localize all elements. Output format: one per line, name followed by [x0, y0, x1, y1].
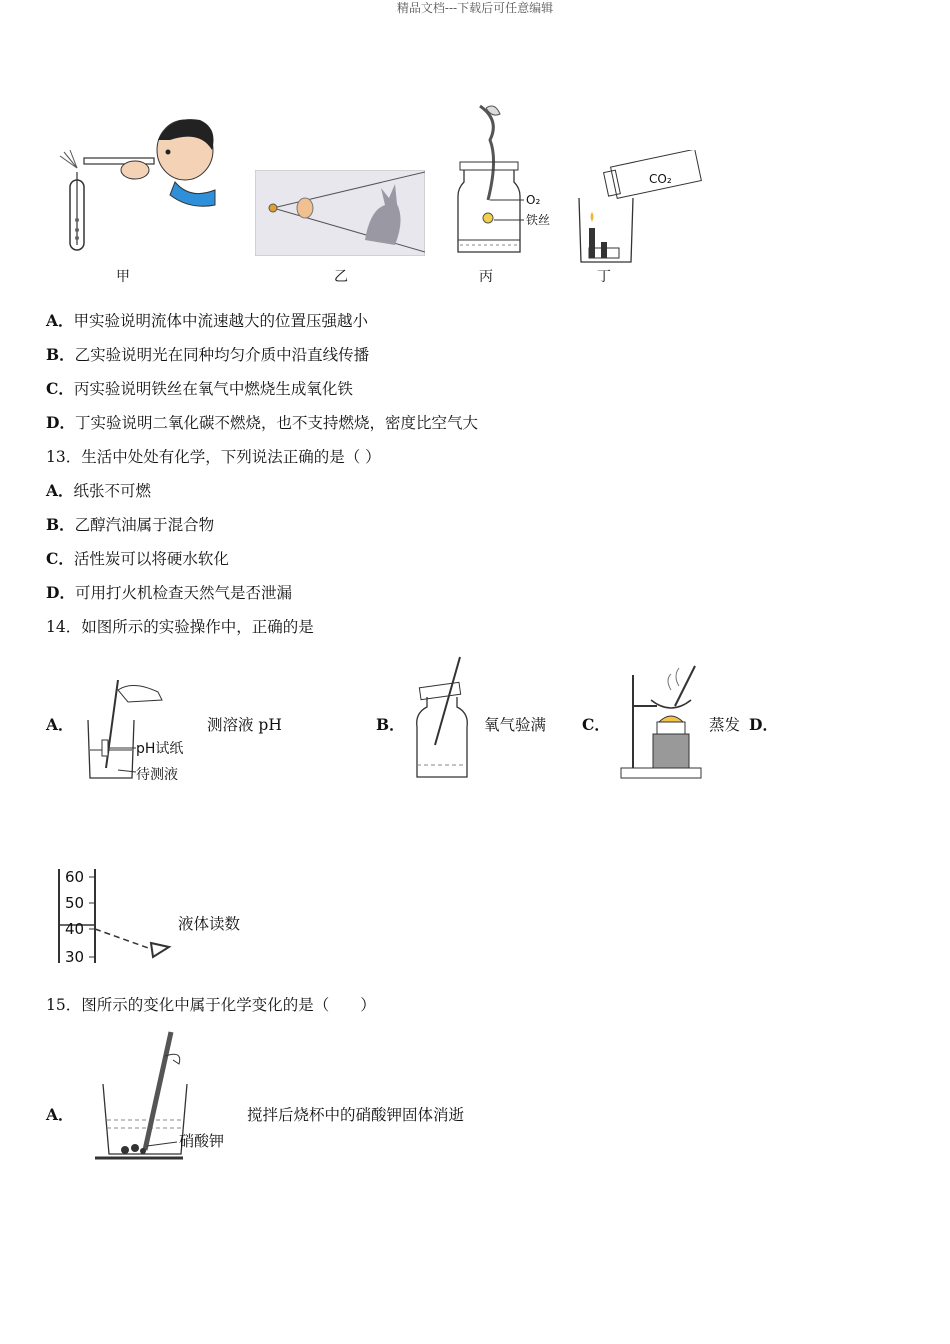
- q14-option-a-letter: A．: [46, 715, 74, 734]
- caption-yi: 乙: [334, 269, 348, 285]
- caption-bing: 丙: [479, 269, 493, 285]
- q14-option-d-letter: D．: [749, 715, 778, 734]
- figure-jia: [50, 110, 220, 260]
- caption-jia: 甲: [116, 269, 130, 285]
- tick-40: 40: [65, 920, 85, 938]
- q15-option-a-letter: A．: [46, 1105, 74, 1124]
- page-header: 精品文档---下载后可任意编辑: [396, 1, 554, 15]
- q15-stem: 15．图所示的变化中属于化学变化的是（ ）: [46, 996, 376, 1014]
- q12-option-b: B．乙实验说明光在同种均匀介质中沿直线传播: [46, 345, 370, 364]
- figure-cylinder-reading: [55, 865, 180, 970]
- label-iron-wire: 铁丝: [526, 213, 551, 227]
- figure-yi: [255, 170, 425, 256]
- q12-option-a: A．甲实验说明流体中流速越大的位置压强越小: [46, 311, 369, 330]
- figure-ding: [575, 150, 705, 265]
- q12-option-d: D．丁实验说明二氧化碳不燃烧，也不支持燃烧，密度比空气大: [46, 413, 478, 432]
- q13-option-b: B．乙醇汽油属于混合物: [46, 515, 215, 534]
- tick-60: 60: [65, 868, 85, 886]
- label-test-liquid: 待测液: [136, 767, 178, 783]
- q14-option-a-text: 测溶液 pH: [207, 716, 282, 734]
- q13-option-c: C．活性炭可以将硬水软化: [46, 549, 229, 568]
- q14-option-d-text: 液体读数: [178, 915, 241, 933]
- figure-dissolving: [95, 1028, 245, 1163]
- q12-option-c: C．丙实验说明铁丝在氧气中燃烧生成氧化铁: [46, 379, 353, 398]
- figure-evaporation: [615, 660, 705, 782]
- label-co2: CO₂: [649, 172, 672, 186]
- q14-option-b-letter: B．: [376, 715, 405, 734]
- q14-option-c-letter: C．: [582, 715, 610, 734]
- q13-option-a: A．纸张不可燃: [46, 481, 152, 500]
- q15-option-a-text: 搅拌后烧杯中的硝酸钾固体消逝: [247, 1106, 465, 1124]
- figure-oxygen-full: [405, 655, 480, 785]
- label-ph-paper: pH试纸: [136, 741, 184, 757]
- q14-option-b-text: 氧气验满: [484, 716, 547, 734]
- figure-bing: [450, 100, 565, 260]
- tick-30: 30: [65, 948, 85, 966]
- q14-stem: 14．如图所示的实验操作中，正确的是: [46, 618, 314, 636]
- label-potassium-nitrate: 硝酸钾: [179, 1132, 225, 1150]
- tick-50: 50: [65, 894, 85, 912]
- q13-stem: 13．生活中处处有化学，下列说法正确的是（ ）: [46, 448, 381, 466]
- q14-option-c-text: 蒸发: [709, 716, 741, 734]
- caption-ding: 丁: [597, 269, 611, 285]
- figure-ph-test: [78, 680, 203, 785]
- label-o2: O₂: [526, 193, 541, 207]
- q13-option-d: D．可用打火机检查天然气是否泄漏: [46, 583, 292, 602]
